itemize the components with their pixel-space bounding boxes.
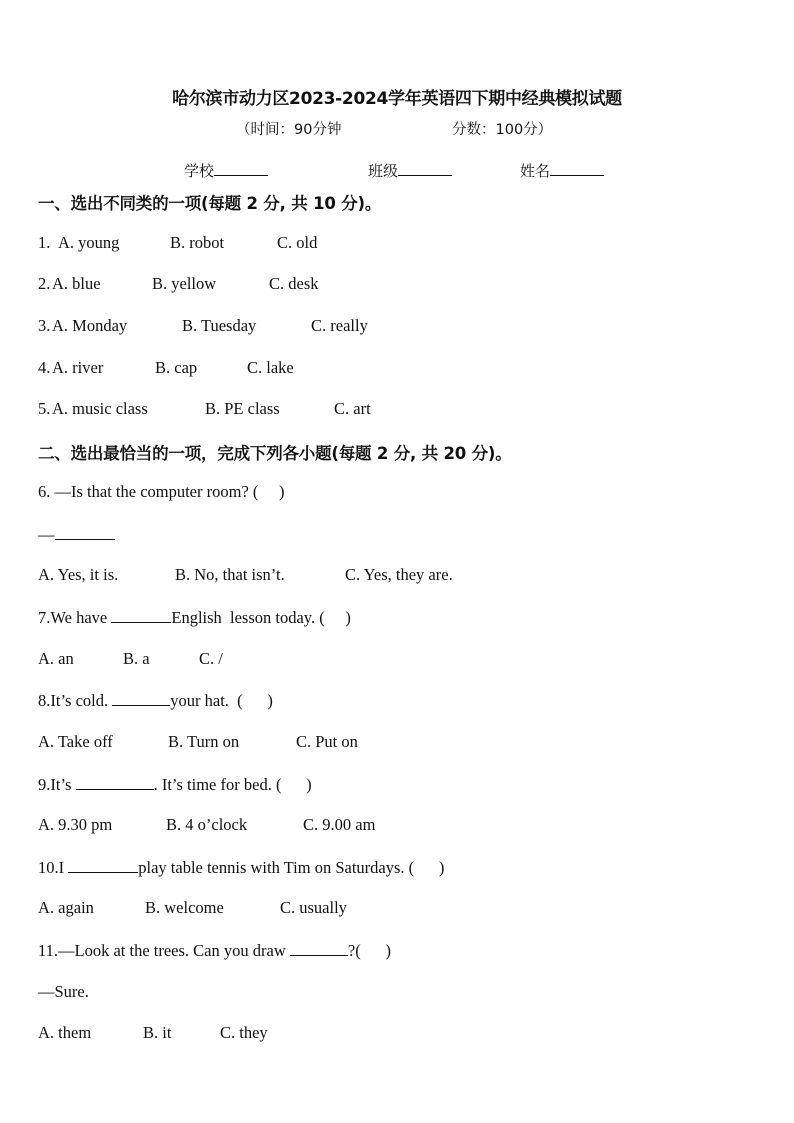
q5-number: 5. (38, 399, 51, 418)
q9-text-pre: 9.It’s (38, 775, 76, 794)
q7-text-pre: 7.We have (38, 608, 112, 627)
q4-number: 4. (38, 358, 51, 377)
q1-number: 1. (38, 233, 55, 252)
q11-option-a[interactable]: A. them (38, 1023, 92, 1042)
q9-stem (38, 774, 312, 795)
q4-option-a[interactable]: A. river (52, 358, 104, 377)
class-field (368, 160, 452, 181)
q3-option-a[interactable]: A. Monday (52, 316, 128, 335)
q4-option-b[interactable]: B. cap (155, 358, 198, 377)
exam-score: 分数：100分） (452, 122, 553, 138)
q10-stem (38, 857, 444, 878)
q7-option-b[interactable]: B. a (123, 649, 150, 668)
q11-option-c[interactable]: C. they (220, 1023, 268, 1042)
name-label: 姓名 (520, 162, 551, 180)
exam-time: （时间：90分钟 (236, 122, 342, 138)
q2-option-c[interactable]: C. desk (269, 274, 319, 293)
q11-answer-blank[interactable] (290, 940, 348, 956)
class-blank[interactable] (398, 161, 452, 176)
q1-option-a[interactable]: A. young (58, 233, 120, 252)
q11-text-pre: 11.—Look at the trees. Can you draw (38, 941, 290, 960)
page-title: 哈尔滨市动力区2023-2024学年英语四下期中经典模拟试题 (172, 89, 622, 109)
q10-text-pre: 10.I (38, 858, 69, 877)
q9-option-b[interactable]: B. 4 o’clock (166, 815, 248, 834)
q2-number: 2. (38, 274, 51, 293)
q3-number: 3. (38, 316, 51, 335)
q6-reply-dash: — (38, 525, 55, 544)
q2-option-a[interactable]: A. blue (52, 274, 101, 293)
q6-option-b[interactable]: B. No, that isn’t. (175, 565, 285, 584)
q3-option-b[interactable]: B. Tuesday (182, 316, 257, 335)
q3-option-c[interactable]: C. really (311, 316, 368, 335)
q8-answer-blank[interactable] (112, 690, 170, 706)
q10-option-c[interactable]: C. usually (280, 898, 347, 917)
q8-option-a[interactable]: A. Take off (38, 732, 113, 751)
q5-option-b[interactable]: B. PE class (205, 399, 280, 418)
q11-option-b[interactable]: B. it (143, 1023, 172, 1042)
q8-stem (38, 690, 273, 711)
q10-text-post: play table tennis with Tim on Saturdays. ( ) (138, 858, 445, 877)
q4-option-c[interactable]: C. lake (247, 358, 294, 377)
school-label: 学校 (184, 162, 215, 180)
q1-option-b[interactable]: B. robot (170, 233, 225, 252)
school-blank[interactable] (214, 161, 268, 176)
q8-text-pre: 8.It’s cold. (38, 691, 113, 710)
q10-option-a[interactable]: A. again (38, 898, 94, 917)
q9-option-a[interactable]: A. 9.30 pm (38, 815, 113, 834)
q10-answer-blank[interactable] (68, 857, 138, 873)
name-field (520, 160, 604, 181)
q6-stem: 6. —Is that the computer room? ( ) (38, 482, 285, 501)
q8-text-post: your hat. ( ) (170, 691, 273, 710)
q7-answer-blank[interactable] (111, 607, 171, 623)
q6-option-c[interactable]: C. Yes, they are. (345, 565, 453, 584)
q6-reply (38, 524, 115, 545)
q7-option-a[interactable]: A. an (38, 649, 74, 668)
q9-answer-blank[interactable] (76, 774, 154, 790)
q9-option-c[interactable]: C. 9.00 am (303, 815, 376, 834)
q1-option-c[interactable]: C. old (277, 233, 318, 252)
school-field (184, 160, 268, 181)
q11-stem (38, 940, 391, 961)
q5-option-c[interactable]: C. art (334, 399, 371, 418)
q7-text-post: English lesson today. ( ) (171, 608, 351, 627)
q5-option-a[interactable]: A. music class (52, 399, 148, 418)
q9-text-post: . It’s time for bed. ( ) (153, 775, 312, 794)
q10-option-b[interactable]: B. welcome (145, 898, 224, 917)
q7-option-c[interactable]: C. / (199, 649, 223, 668)
q7-stem (38, 607, 351, 628)
q11-text-post: ?( ) (347, 941, 391, 960)
q11-reply: —Sure. (38, 982, 89, 1001)
q2-option-b[interactable]: B. yellow (152, 274, 217, 293)
section1-heading: 一、选出不同类的一项(每题 2 分, 共 10 分)。 (38, 194, 382, 213)
name-blank[interactable] (550, 161, 604, 176)
q6-answer-blank[interactable] (55, 524, 115, 540)
q8-option-c[interactable]: C. Put on (296, 732, 358, 751)
q8-option-b[interactable]: B. Turn on (168, 732, 240, 751)
q6-option-a[interactable]: A. Yes, it is. (38, 565, 119, 584)
class-label: 班级 (368, 162, 399, 180)
section2-heading: 二、选出最恰当的一项，完成下列各小题(每题 2 分, 共 20 分)。 (38, 444, 512, 463)
